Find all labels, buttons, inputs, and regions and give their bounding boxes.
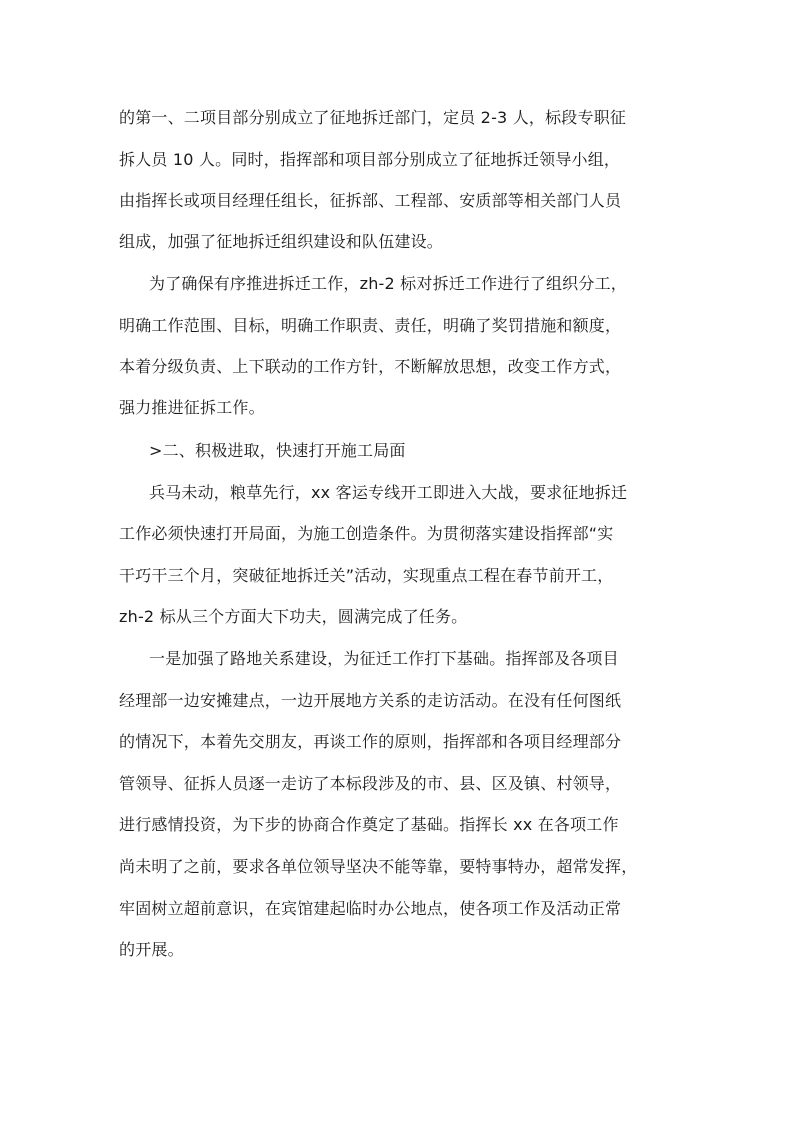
text-line: 管领导、征拆人员逐一走访了本标段涉及的市、县、区及镇、村领导， bbox=[119, 774, 622, 793]
text-line: 干巧干三个月，突破征地拆迁关”活动，实现重点工程在春节前开工， bbox=[119, 566, 614, 585]
text-line: 经理部一边安摊建点，一边开展地方关系的走访活动。在没有任何图纸 bbox=[119, 691, 622, 710]
text-line: 为了确保有序推进拆迁工作，zh-2 标对拆迁工作进行了组织分工， bbox=[149, 274, 627, 293]
text-line: 牢固树立超前意识，在宾馆建起临时办公地点，使各项工作及活动正常 bbox=[119, 899, 622, 918]
text-line: 尚未明了之前，要求各单位领导坚决不能等靠，要特事特办，超常发挥， bbox=[119, 857, 638, 876]
text-line: 进行感情投资，为下步的协商合作奠定了基础。指挥长 xx 在各项工作 bbox=[119, 815, 619, 834]
text-line: 的第一、二项目部分别成立了征地拆迁部门，定员 2-3 人，标段专职征 bbox=[119, 108, 627, 127]
text-line: 一是加强了路地关系建设，为征迁工作打下基础。指挥部及各项目 bbox=[149, 649, 619, 668]
text-line: 由指挥长或项目经理任组长，征拆部、工程部、安质部等相关部门人员 bbox=[119, 191, 622, 210]
text-line: 的开展。 bbox=[119, 940, 184, 959]
text-line: 组成，加强了征地拆迁组织建设和队伍建设。 bbox=[119, 232, 444, 251]
text-line: 工作必须快速打开局面，为施工创造条件。为贯彻落实建设指挥部“实 bbox=[119, 524, 614, 543]
text-line: 兵马未动，粮草先行，xx 客运专线开工即进入大战，要求征地拆迁 bbox=[149, 483, 628, 502]
section-heading: >二、积极进取，快速打开施工局面 bbox=[149, 441, 406, 460]
text-line: 本着分级负责、上下联动的工作方针，不断解放思想，改变工作方式， bbox=[119, 357, 622, 376]
text-line: 明确工作范围、目标，明确工作职责、责任，明确了奖罚措施和额度， bbox=[119, 316, 622, 335]
text-line: 拆人员 10 人。同时，指挥部和项目部分别成立了征地拆迁领导小组， bbox=[119, 150, 621, 169]
text-line: 强力推进征拆工作。 bbox=[119, 398, 265, 417]
text-line: 的情况下，本着先交朋友，再谈工作的原则，指挥部和各项目经理部分 bbox=[119, 732, 622, 751]
text-line: zh-2 标从三个方面大下功夫，圆满完成了任务。 bbox=[119, 607, 468, 626]
